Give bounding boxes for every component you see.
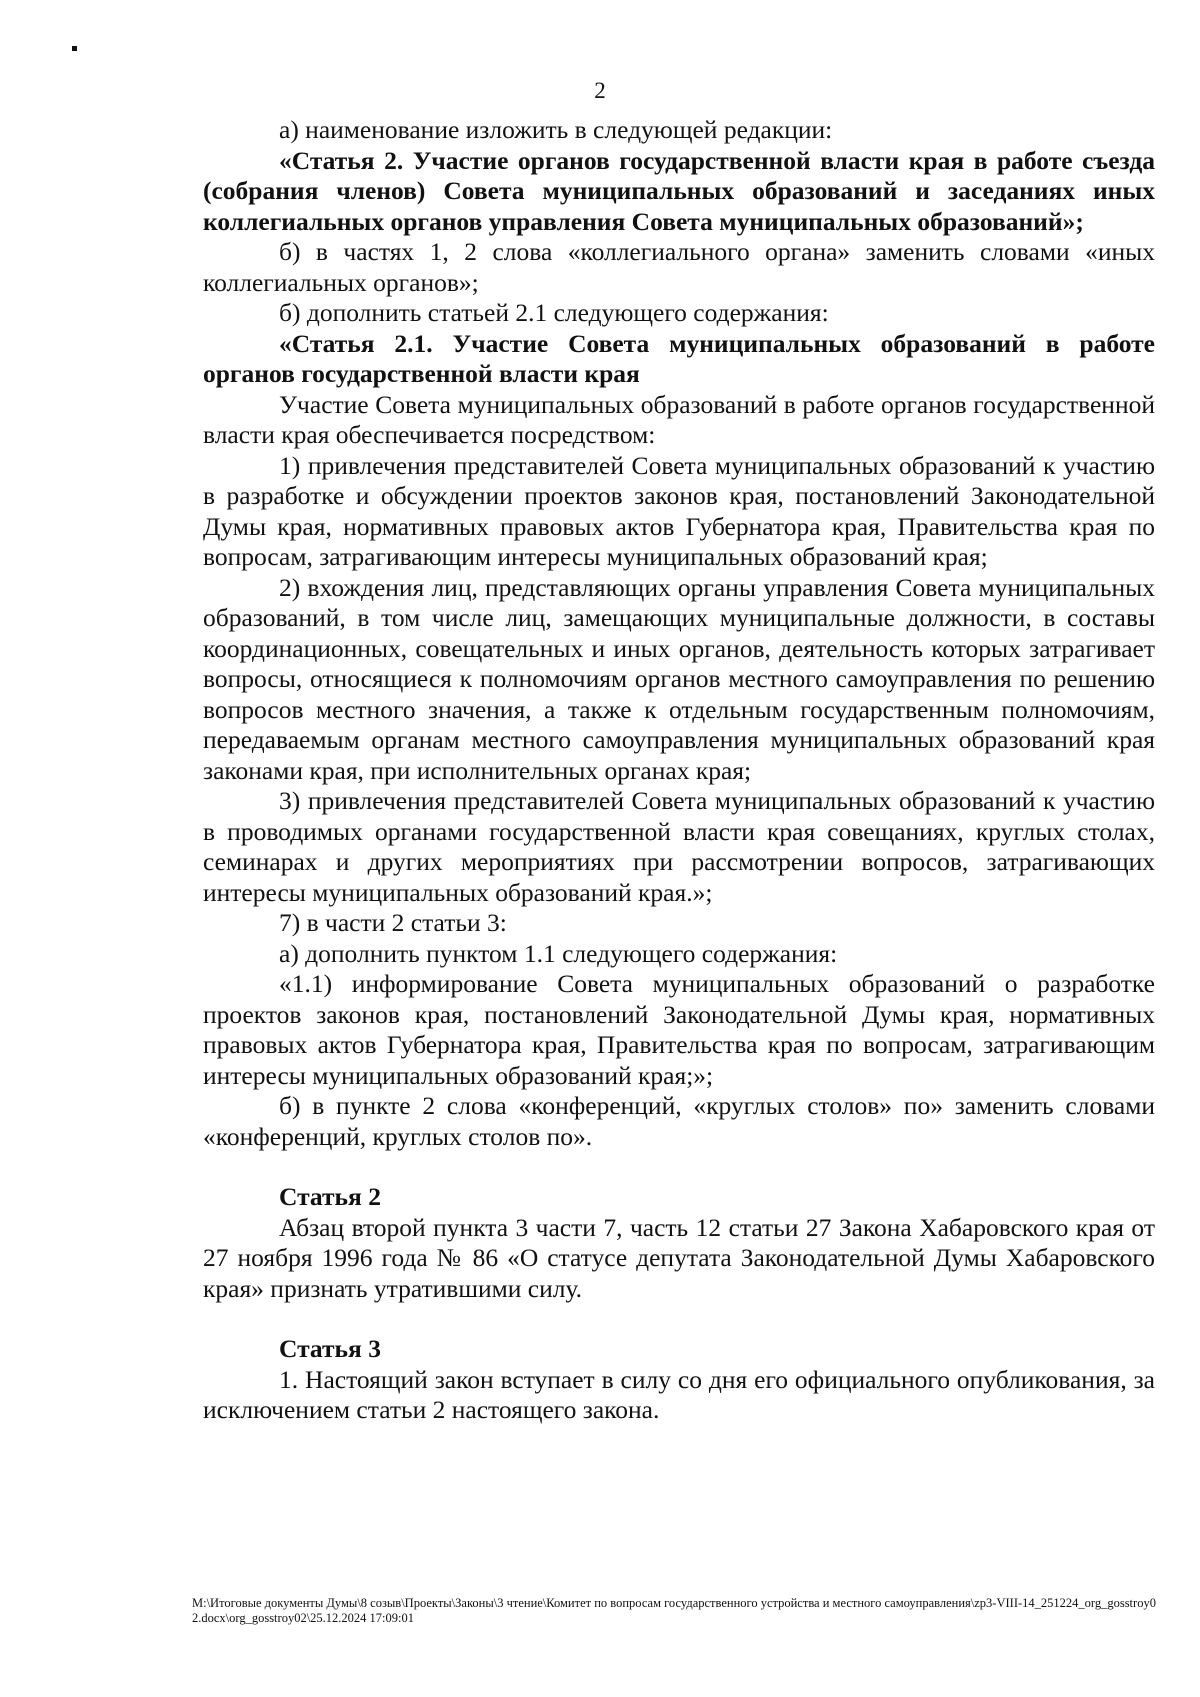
paragraph: 1. Настоящий закон вступает в силу со дня его официального опубликования, за исключением статьи 2 настоящего закона.: [203, 1364, 1155, 1424]
quoted-article-title: «Статья 2. Участие органов государственной власти края в работе съезда (собрания членов) Совета муниципальных образований и заседаниях иных коллегиальных органов управления Совета муниципальных образований»;: [203, 145, 1155, 236]
article-heading: Статья 2: [279, 1182, 381, 1211]
document-body: [203, 115, 1155, 1426]
paragraph: б) в частях 1, 2 слова «коллегиального органа» заменить словами «иных коллегиальных органов»;: [203, 237, 1155, 297]
article-heading: Статья 3: [279, 1334, 381, 1363]
paragraph: а) наименование изложить в следующей редакции:: [279, 115, 833, 144]
paragraph: Абзац второй пункта 3 части 7, часть 12 статьи 27 Закона Хабаровского края от 27 ноября 1996 года № 86 «О статусе депутата Законодательной Думы Хабаровского края» признать утратившими силу.: [203, 1212, 1155, 1303]
paragraph: «1.1) информирование Совета муниципальных образований о разработке проектов законов края, постановлений Законодательной Думы края, нормативных правовых актов Губернатора края, Правительства края по вопросам, затрагивающим интересы муниципальных образований края;»;: [203, 969, 1155, 1090]
file-path-footer: M:\Итоговые документы Думы\8 созыв\Проекты\Законы\3 чтение\Комитет по вопросам государственного устройства и местного самоуправления\zp3-VIII-14_251224_org_gosstroy02.docx\org_gosstroy02\25.12.2024 17:09:01: [192, 1596, 1156, 1625]
list-item: 2) вхождения лиц, представляющих органы управления Совета муниципальных образований, в том числе лиц, замещающих муниципальные должности, в составы координационных, совещательных и иных органов, деятельность которых затрагивает вопросы, относящиеся к полномочиям органов местного самоуправления по решению вопросов местного значения, а также к отдельным государственным полномочиям, передаваемым органам местного самоуправления муниципальных образований края законами края, при исполнительных органах края;: [203, 572, 1155, 785]
paragraph: Участие Совета муниципальных образований в работе органов государственной власти края обеспечивается посредством:: [203, 389, 1155, 449]
paragraph: б) в пункте 2 слова «конференций, «круглых столов» по» заменить словами «конференций, круглых столов по».: [203, 1091, 1155, 1151]
page-number: 2: [594, 78, 606, 103]
paragraph: а) дополнить пунктом 1.1 следующего содержания:: [279, 938, 838, 968]
quoted-article-title: «Статья 2.1. Участие Совета муниципальных образований в работе органов государственной власти края: [203, 328, 1155, 388]
list-item: 3) привлечения представителей Совета муниципальных образований к участию в проводимых органами государственной власти края совещаниях, круглых столах, семинарах и других мероприятиях при рассмотрении вопросов, затрагивающих интересы муниципальных образований края.»;: [203, 786, 1155, 907]
scan-mark: [72, 46, 77, 51]
paragraph: 7) в части 2 статьи 3:: [279, 908, 507, 937]
paragraph: б) дополнить статьей 2.1 следующего содержания:: [279, 298, 829, 327]
list-item: 1) привлечения представителей Совета муниципальных образований к участию в разработке и обсуждении проектов законов края, постановлений Законодательной Думы края, нормативных правовых актов Губернатора края, Правительства края по вопросам, затрагивающим интересы муниципальных образований края;: [203, 450, 1155, 571]
